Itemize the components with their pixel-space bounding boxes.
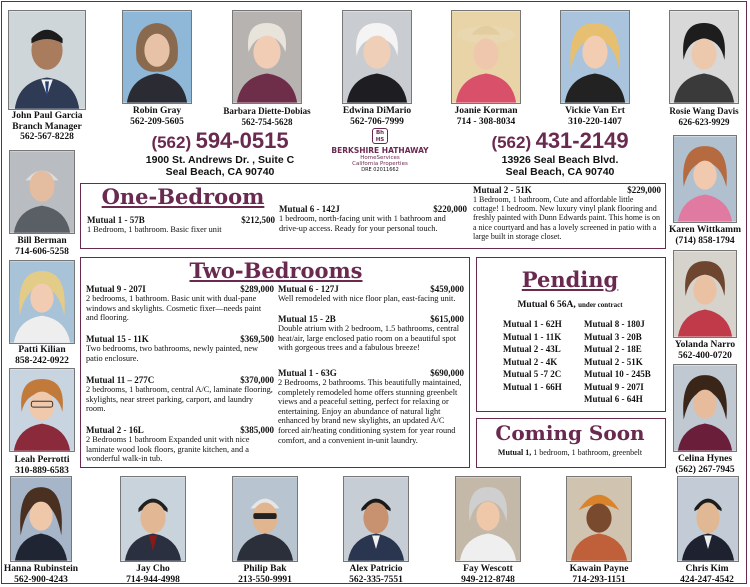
office-right-address-2: Seal Beach, CA 90740 <box>505 166 615 178</box>
listing-desc: 2 Bedrooms, 2 bathrooms. This beautifully maintained, completely remodeled home offers stunning greenbelt views and a peaceful setting, perfect for relaxing or entertaining. Enjoy an abundance of natural light enhanced by brand new skylights, an updated A/C forced air/heating conditioning system for year round comfort, and a convenient in-unit laundry. <box>278 378 462 445</box>
agent-phone: 562-335-7551 <box>349 574 403 585</box>
agent-phone: 424-247-4542 <box>680 574 734 585</box>
agent-photo <box>343 476 409 562</box>
office-left-number: 594-0515 <box>195 128 289 153</box>
brand-block <box>325 128 435 184</box>
listing-two-6[interactable] <box>278 314 464 353</box>
listing-desc: Well remodeled with nice floor plan, east-facing unit. <box>278 294 456 303</box>
agent-photo <box>8 10 86 110</box>
agent-photo <box>669 10 739 104</box>
office-right-number: 431-2149 <box>535 128 629 153</box>
agent-phone: 562-400-0720 <box>678 350 732 361</box>
listing-price: $459,000 <box>430 284 464 294</box>
listing-price: $369,500 <box>240 334 274 344</box>
agent-caption-19 <box>554 564 644 585</box>
listing-price: $370,000 <box>240 375 274 385</box>
agent-caption-1 <box>2 111 92 143</box>
agent-name: Patti Kilian <box>18 345 66 355</box>
brand-line-1: BERKSHIRE HATHAWAY <box>331 146 429 155</box>
agent-photo <box>10 476 72 562</box>
listing-title <box>86 375 274 385</box>
listing-title <box>279 204 467 214</box>
agent-photo <box>9 260 75 344</box>
agent-phone: 714-293-1151 <box>572 574 626 585</box>
agent-phone: (714) 858-1794 <box>675 235 735 246</box>
listing-name: Mutual 6 - 127J <box>278 284 339 294</box>
agent-phone: 714 - 308-8034 <box>456 116 516 127</box>
office-right-phone <box>455 128 665 154</box>
listing-desc: 1 bedroom, north-facing unit with 1 bathroom and drive-up access. Ready for your personal touch. <box>279 214 446 233</box>
brand-logo-icon: Bh HS <box>372 128 388 144</box>
listing-name: Mutual 15 - 2B <box>278 314 336 324</box>
pending-item[interactable]: Mutual 3 - 20B <box>584 331 642 342</box>
listing-name: Mutual 11 – 277C <box>86 375 155 385</box>
agent-caption-14 <box>0 564 82 585</box>
pending-item[interactable]: Mutual 9 - 207I <box>584 381 644 392</box>
agent-photo <box>673 135 737 223</box>
pending-column-2 <box>584 318 664 406</box>
agent-name: Joanie Korman <box>454 106 518 116</box>
office-left-area: (562) <box>151 133 192 152</box>
pending-item[interactable]: Mutual 2 - 51K <box>584 356 643 367</box>
agent-phone: 562-209-5605 <box>130 116 184 127</box>
agent-photo <box>232 10 302 104</box>
listing-name: Mutual 2 - 16L <box>86 425 144 435</box>
agent-name: Edwina DiMario <box>342 106 412 116</box>
agent-phone: 714-944-4998 <box>126 574 180 585</box>
listing-name: Mutual 2 - 51K <box>473 185 532 195</box>
listing-price: $229,000 <box>627 185 661 195</box>
pending-sub-small: under contract <box>578 301 623 309</box>
pending-item[interactable]: Mutual 1 - 66H <box>503 381 562 392</box>
brand-line-3: California Properties <box>352 161 408 167</box>
agent-phone: 213-550-9991 <box>238 574 292 585</box>
agent-caption-13 <box>662 454 748 475</box>
brand-line-4: DRE 02011662 <box>361 167 399 173</box>
office-left-address-1: 1900 St. Andrews Dr. , Suite C <box>145 154 295 166</box>
listing-desc: Double atrium with 2 bedroom, 1.5 bathrooms, central heat/air, large enclosed patio room on a beautiful spot with gorgeous trees and a fabulous breeze! <box>278 324 460 353</box>
agent-phone: 562-706-7999 <box>350 116 404 127</box>
two-bedrooms-heading: Two-Bedrooms <box>189 258 363 283</box>
listing-title <box>278 314 464 324</box>
agent-caption-11 <box>662 225 748 246</box>
listing-price: $212,500 <box>241 215 275 225</box>
agent-name: Alex Patricio <box>349 564 403 574</box>
pending-item[interactable]: Mutual 5 -7 2C <box>503 369 562 379</box>
office-left-phone <box>120 128 320 154</box>
agent-name: Celina Hynes <box>677 454 733 464</box>
agent-caption-8 <box>2 236 82 257</box>
listing-two-5[interactable] <box>278 284 464 304</box>
listing-two-4[interactable] <box>86 425 274 464</box>
listing-name: Mutual 1 - 57B <box>87 215 145 225</box>
listing-two-2[interactable] <box>86 334 274 363</box>
listing-two-7[interactable] <box>278 368 464 445</box>
agent-photo <box>566 476 632 562</box>
listing-title <box>87 215 275 225</box>
agent-caption-10 <box>2 455 82 476</box>
agent-name: Leah Perrotti <box>14 455 70 465</box>
agent-caption-15 <box>108 564 198 585</box>
agent-phone: 562-900-4243 <box>14 574 68 585</box>
pending-item[interactable]: Mutual 2 - 4K <box>503 356 558 367</box>
one-bedroom-section <box>80 183 666 249</box>
pending-item[interactable]: Mutual 2 - 43L <box>503 344 561 354</box>
agent-name: Barbara Diette-Dobias <box>223 106 311 116</box>
agent-name: Kawain Payne <box>569 564 629 574</box>
listing-desc: 1 Bedroom, 1 bathroom, Cute and affordable little cottage! 1 bedroom. New luxury vinyl plank flooring and freshly painted with Dunn Edwards paint. This home is on a nice courtyard and has a lovely screened in patio with a large built in storage closet. <box>473 195 660 241</box>
agent-phone: 714-606-5258 <box>15 246 69 257</box>
one-bedroom-heading: One-Bedroom <box>101 184 265 209</box>
listing-name: Mutual 6 - 142J <box>279 204 340 214</box>
agent-caption-20 <box>664 564 750 585</box>
listing-price: $289,000 <box>240 284 274 294</box>
agent-caption-3 <box>220 106 314 127</box>
agent-caption-9 <box>2 345 82 366</box>
office-right <box>455 128 665 184</box>
agent-name: Karen Wittkamm <box>668 225 742 235</box>
agent-phone: 626-623-9929 <box>678 116 730 127</box>
pending-sub-main: Mutual 6 56A, <box>517 300 576 310</box>
pending-item[interactable]: Mutual 1 - 11K <box>503 331 562 342</box>
brand-line-2: HomeServices <box>360 155 400 161</box>
listing-name: Mutual 15 - 11K <box>86 334 149 344</box>
agent-phone: 562-754-5628 <box>241 116 293 127</box>
agent-photo <box>9 368 75 452</box>
listing-one-2[interactable] <box>279 204 467 233</box>
listing-one-1[interactable] <box>87 215 275 235</box>
agent-phone: (562) 267-7945 <box>675 464 735 475</box>
agent-phone: 310-220-1407 <box>568 116 622 127</box>
listing-desc: 2 bedrooms, 1 bathroom. Basic unit with dual-pane windows and skylights. Cosmetic fixer—needs paint and flooring. <box>86 294 262 323</box>
agent-phone: 858-242-0922 <box>15 355 69 366</box>
agent-caption-2 <box>112 106 202 127</box>
coming-soon-sub-rest: 1 bedroom, 1 bathroom, greenbelt <box>533 448 643 457</box>
agent-name: Fay Wescott <box>463 564 513 574</box>
agent-caption-7 <box>656 106 750 127</box>
agent-caption-6 <box>550 106 640 127</box>
listing-desc: 1 Bedroom, 1 bathroom. Basic fixer unit <box>87 225 222 234</box>
pending-section <box>476 257 666 412</box>
listing-desc: Two bedrooms, two bathrooms, newly painted, new patio enclosure. <box>86 344 259 363</box>
agent-name: Vickie Van Ert <box>565 106 625 116</box>
agent-name: John Paul Garcia <box>11 111 83 121</box>
agent-photo <box>232 476 298 562</box>
agent-photo <box>451 10 521 104</box>
listing-desc: 2 bedrooms, 1 bathroom, central A/C, laminate flooring, skylights, near street parking, carport, and laundry room. <box>86 385 273 414</box>
agent-name: Chris Kim <box>685 564 729 574</box>
agent-caption-12 <box>662 340 748 361</box>
pending-item[interactable]: Mutual 6 - 64H <box>584 394 643 404</box>
office-left <box>120 128 320 184</box>
pending-item[interactable]: Mutual 1 - 62H <box>503 319 562 329</box>
listing-price: $615,000 <box>430 314 464 324</box>
agent-name: Hanna Rubinstein <box>3 564 79 574</box>
agent-name: Philip Bak <box>243 564 287 574</box>
agent-name: Bill Berman <box>17 236 67 246</box>
coming-soon-sub-bold: Mutual 1, <box>497 448 532 457</box>
listing-two-3[interactable] <box>86 375 274 414</box>
agent-phone: 949-212-8748 <box>461 574 515 585</box>
office-right-address-1: 13926 Seal Beach Blvd. <box>501 154 619 166</box>
pending-item[interactable]: Mutual 10 - 245B <box>584 369 651 379</box>
listing-title <box>473 185 661 195</box>
pending-heading: Pending <box>521 267 619 292</box>
pending-item[interactable]: Mutual 2 - 18E <box>584 344 642 354</box>
listing-title <box>278 284 464 294</box>
listing-price: $690,000 <box>430 368 464 378</box>
agent-caption-5 <box>441 106 531 127</box>
listing-desc: 2 Bedrooms 1 bathroom Expanded unit with nice laminate wood look floors, granite kitchen, and a wonderful walk-in tub. <box>86 435 250 464</box>
listing-title <box>278 368 464 378</box>
agent-photo <box>120 476 186 562</box>
coming-soon-subtitle <box>477 448 663 457</box>
agent-phone: 310-889-6583 <box>15 465 69 476</box>
listing-title <box>86 334 274 344</box>
agent-name: Jay Cho <box>136 564 170 574</box>
agent-caption-17 <box>331 564 421 585</box>
coming-soon-heading: Coming Soon <box>495 421 645 445</box>
agent-name: Yolanda Narro <box>674 340 736 350</box>
agent-photo <box>9 150 75 234</box>
agent-caption-16 <box>220 564 310 585</box>
agent-photo <box>455 476 521 562</box>
office-right-area: (562) <box>491 133 532 152</box>
listing-name: Mutual 9 - 207I <box>86 284 146 294</box>
agent-phone: 562-567-8228 <box>20 132 74 142</box>
pending-column-1 <box>503 318 583 393</box>
agent-name: Rosie Wang Davis <box>669 106 739 116</box>
listing-title <box>86 284 274 294</box>
listing-title <box>86 425 274 435</box>
office-left-address-2: Seal Beach, CA 90740 <box>165 166 275 178</box>
agent-caption-18 <box>443 564 533 585</box>
agent-photo <box>673 250 737 338</box>
listing-price: $220,000 <box>433 204 467 214</box>
agent-name: Robin Gray <box>132 106 182 116</box>
coming-soon-section <box>476 418 666 468</box>
agent-photo <box>342 10 412 104</box>
listing-name: Mutual 1 - 63G <box>278 368 337 378</box>
agent-photo <box>677 476 739 562</box>
pending-subtitle <box>477 300 663 310</box>
listing-two-1[interactable] <box>86 284 274 323</box>
listing-one-3[interactable] <box>473 185 661 241</box>
agent-photo <box>122 10 192 104</box>
agent-photo <box>560 10 630 104</box>
agent-photo <box>673 364 737 452</box>
agent-caption-4 <box>332 106 422 127</box>
pending-item[interactable]: Mutual 8 - 180J <box>584 319 645 329</box>
two-bedrooms-section <box>80 257 470 468</box>
agent-title: Branch Manager <box>12 121 82 132</box>
listing-price: $385,000 <box>240 425 274 435</box>
